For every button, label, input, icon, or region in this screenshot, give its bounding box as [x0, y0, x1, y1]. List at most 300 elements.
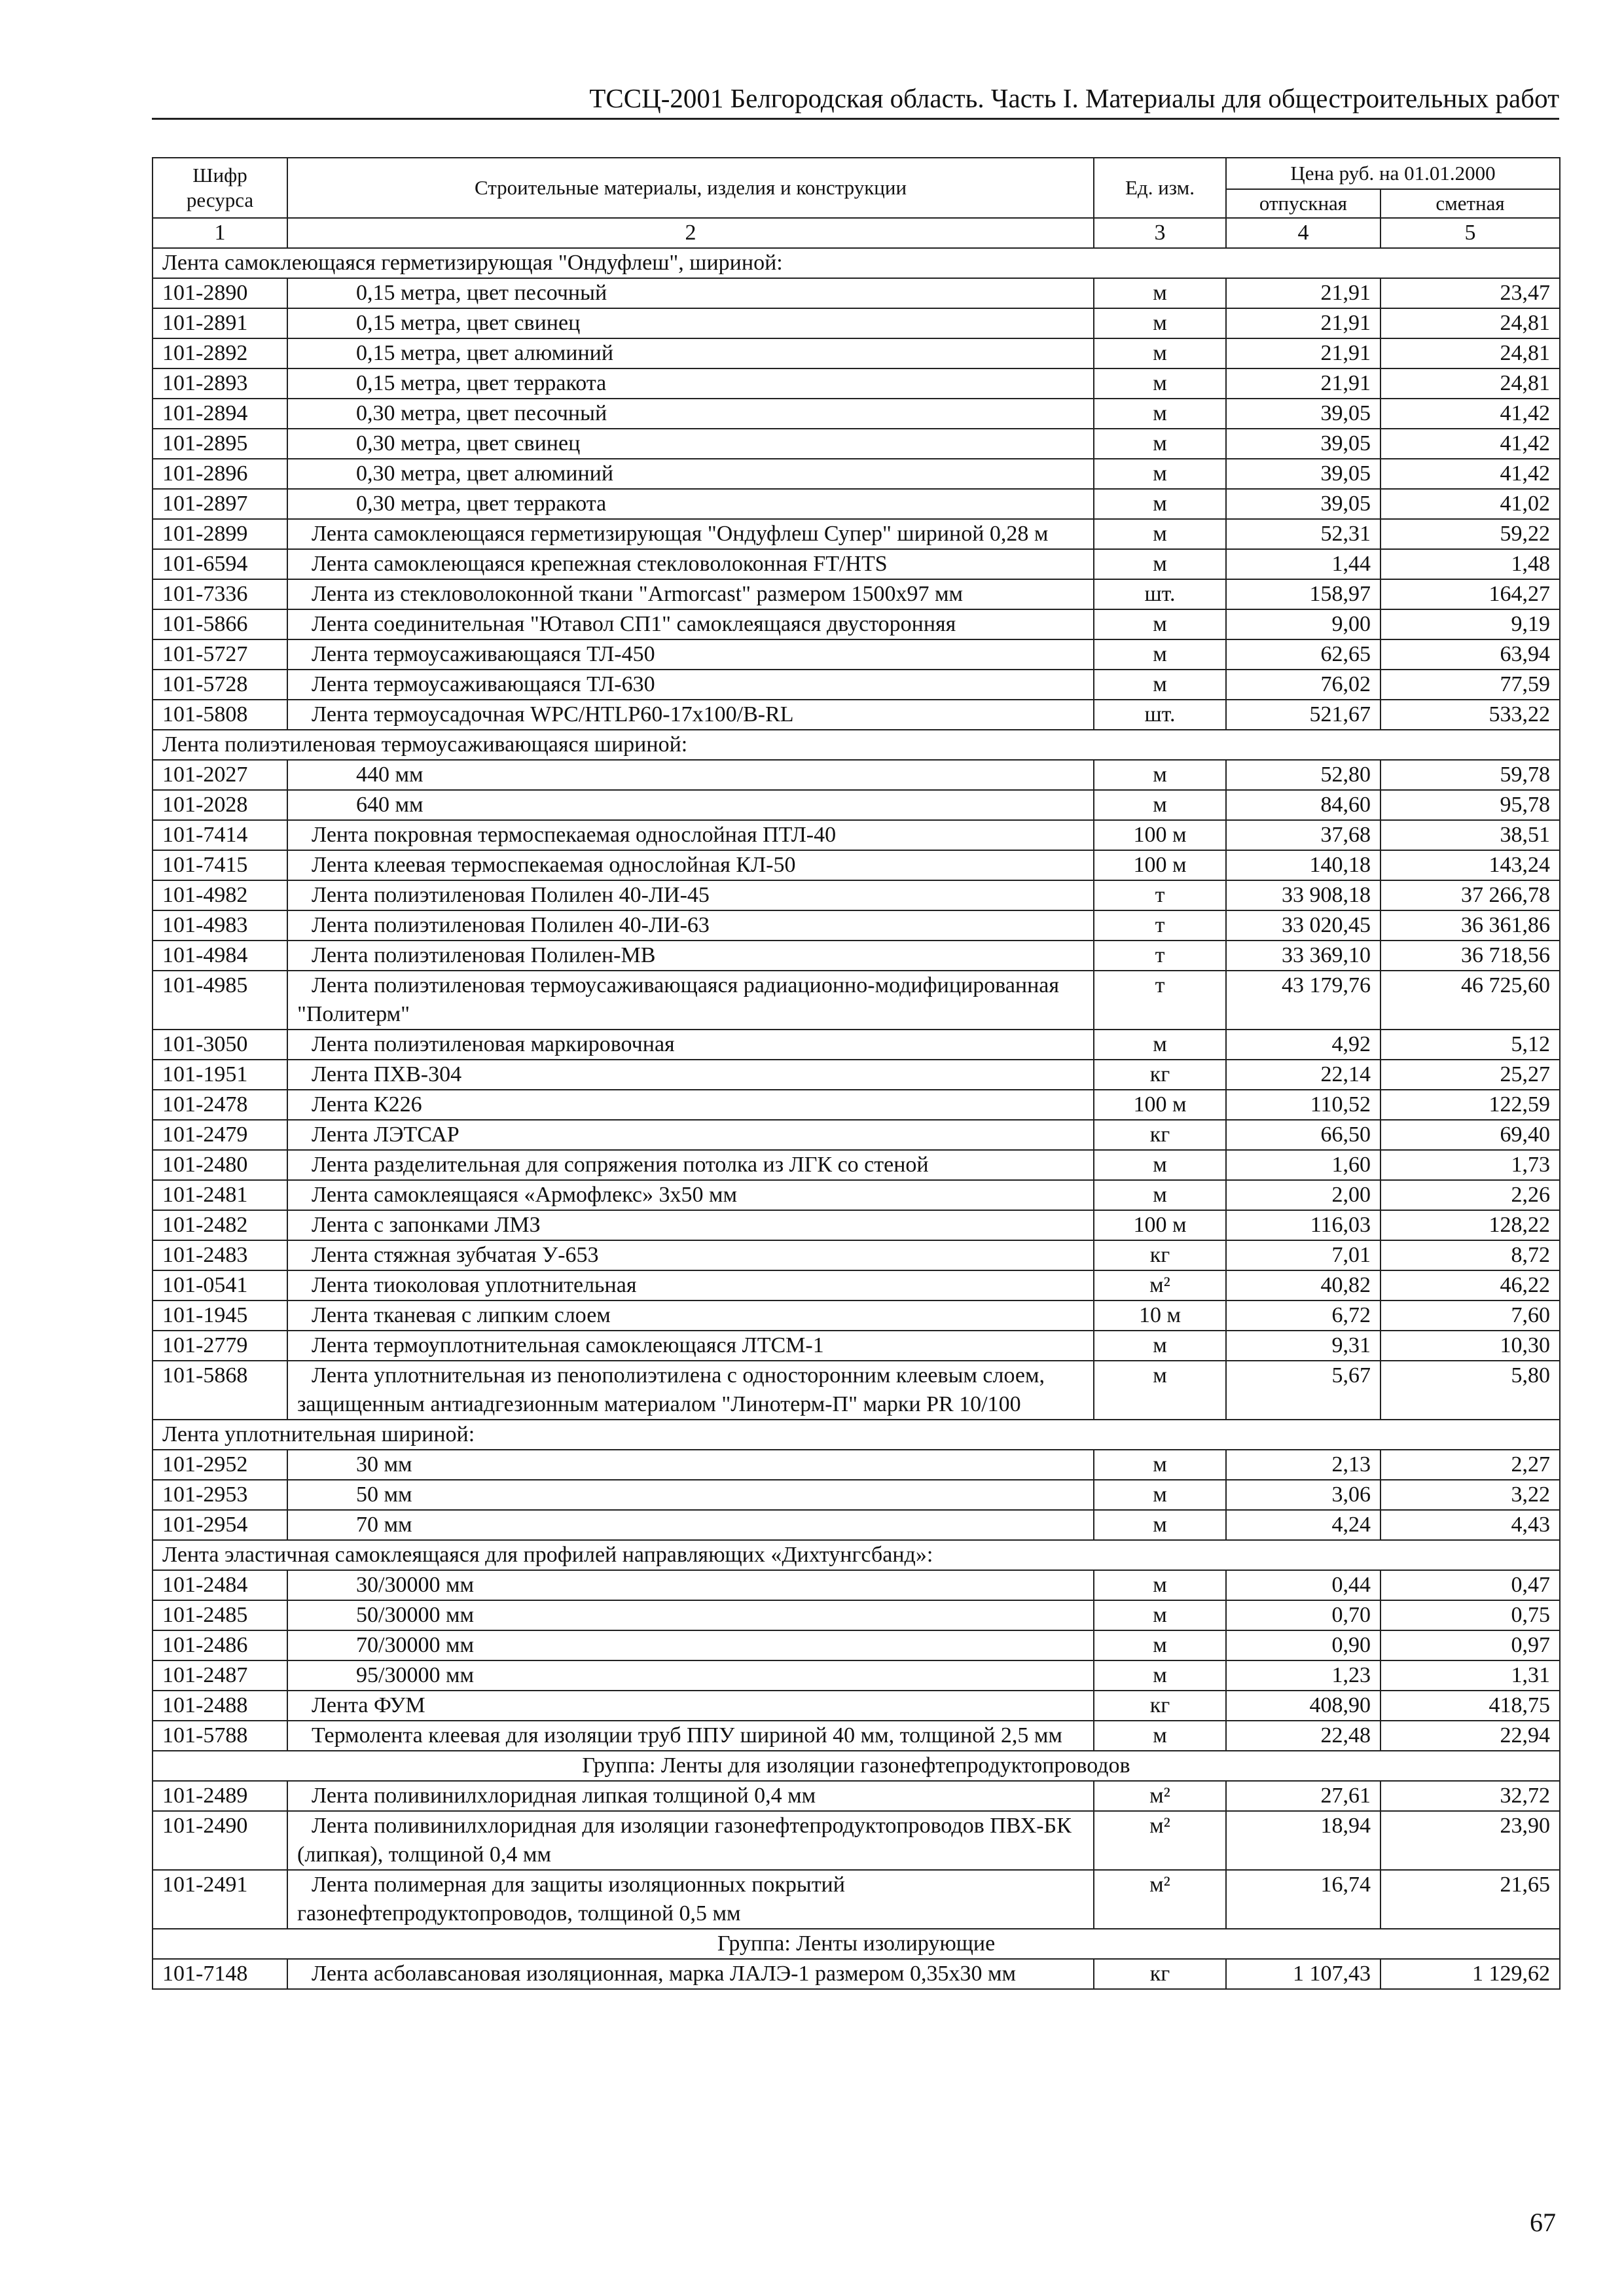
table-row	[153, 368, 1560, 399]
material-name-text: Лента тиоколовая уплотнительная	[312, 1273, 637, 1297]
estimate-price: 41,42	[1380, 459, 1560, 489]
resource-code: 101-0541	[153, 1270, 287, 1300]
estimate-price: 59,22	[1380, 519, 1560, 549]
release-price: 40,82	[1226, 1270, 1380, 1300]
material-name	[287, 1480, 1094, 1510]
material-name-text: 70 мм	[356, 1513, 412, 1537]
header-title: ТССЦ-2001 Белгородская область. Часть I. Материалы для общестроительных работ	[589, 83, 1559, 113]
estimate-price: 164,27	[1380, 579, 1560, 609]
material-name	[287, 910, 1094, 941]
resource-code: 101-4982	[153, 880, 287, 910]
material-name-text: Лента поливинилхлоридная для изоляции газонефтепродуктопроводов ПВХ-БК (липкая), толщиной 0,4 мм	[297, 1814, 1072, 1867]
release-price: 0,70	[1226, 1600, 1380, 1630]
material-name-text: 95/30000 мм	[356, 1663, 474, 1687]
unit-of-measure: м	[1094, 1030, 1226, 1060]
table-row	[153, 1721, 1560, 1751]
column-number: 1	[153, 218, 287, 248]
material-name-text: 0,15 метра, цвет терракота	[356, 371, 607, 395]
header-release-price: отпускная	[1226, 189, 1380, 218]
estimate-price: 36 361,86	[1380, 910, 1560, 941]
material-name-text: Лента самоклеющаяся герметизирующая "Ондуфлеш Супер" шириной 0,28 м	[312, 522, 1049, 546]
material-name	[287, 1300, 1094, 1331]
material-name-text: Лента поливинилхлоридная липкая толщиной 0,4 мм	[312, 1784, 816, 1808]
material-name-text: Лента термоусадочная WPC/HTLP60-17x100/B-RL	[312, 702, 794, 726]
column-number: 2	[287, 218, 1094, 248]
estimate-price: 25,27	[1380, 1060, 1560, 1090]
unit-of-measure: м	[1094, 1630, 1226, 1660]
release-price: 5,67	[1226, 1361, 1380, 1420]
header-estimate-price: сметная	[1380, 189, 1560, 218]
table-row	[153, 1270, 1560, 1300]
table-row	[153, 459, 1560, 489]
estimate-price: 1,73	[1380, 1150, 1560, 1180]
resource-code: 101-2489	[153, 1781, 287, 1811]
material-name	[287, 399, 1094, 429]
estimate-price: 5,80	[1380, 1361, 1560, 1420]
estimate-price: 24,81	[1380, 308, 1560, 338]
material-name-text: Лента термоусаживающаяся ТЛ-630	[312, 672, 655, 696]
material-name-text: Лента полиэтиленовая термоусаживающаяся радиационно-модифицированная "Политерм"	[297, 973, 1060, 1026]
unit-of-measure: м	[1094, 1721, 1226, 1751]
table-row	[153, 1210, 1560, 1240]
header-unit: Ед. изм.	[1094, 158, 1226, 218]
estimate-price: 41,02	[1380, 489, 1560, 519]
subgroup-heading: Лента уплотнительная шириной:	[153, 1420, 1560, 1450]
estimate-price: 37 266,78	[1380, 880, 1560, 910]
material-name	[287, 1180, 1094, 1210]
table-row	[153, 1450, 1560, 1480]
resource-code: 101-5808	[153, 700, 287, 730]
unit-of-measure: м	[1094, 1510, 1226, 1540]
release-price: 33 020,45	[1226, 910, 1380, 941]
resource-code: 101-2480	[153, 1150, 287, 1180]
estimate-price: 24,81	[1380, 368, 1560, 399]
estimate-price: 59,78	[1380, 760, 1560, 790]
resource-code: 101-4984	[153, 941, 287, 971]
material-name-text: Лента самоклеющаяся крепежная стекловолоконная FT/HTS	[312, 552, 888, 576]
unit-of-measure: м	[1094, 639, 1226, 670]
material-name	[287, 1240, 1094, 1270]
estimate-price: 23,47	[1380, 278, 1560, 308]
table-row	[153, 1781, 1560, 1811]
estimate-price: 3,22	[1380, 1480, 1560, 1510]
material-name-text: 0,30 метра, цвет песочный	[356, 401, 607, 425]
unit-of-measure: т	[1094, 941, 1226, 971]
table-row	[153, 1600, 1560, 1630]
unit-of-measure: 100 м	[1094, 850, 1226, 880]
unit-of-measure: шт.	[1094, 700, 1226, 730]
material-name	[287, 368, 1094, 399]
unit-of-measure: м²	[1094, 1870, 1226, 1929]
release-price: 43 179,76	[1226, 971, 1380, 1030]
resource-code: 101-7148	[153, 1959, 287, 1989]
resource-code: 101-2954	[153, 1510, 287, 1540]
release-price: 62,65	[1226, 639, 1380, 670]
table-row	[153, 489, 1560, 519]
release-price: 27,61	[1226, 1781, 1380, 1811]
table-row	[153, 579, 1560, 609]
estimate-price: 418,75	[1380, 1691, 1560, 1721]
column-number: 4	[1226, 218, 1380, 248]
release-price: 33 908,18	[1226, 880, 1380, 910]
material-name	[287, 519, 1094, 549]
material-name	[287, 459, 1094, 489]
resource-code: 101-2491	[153, 1870, 287, 1929]
material-name-text: Лента термоуплотнительная самоклеющаяся ЛТСМ-1	[312, 1333, 824, 1357]
release-price: 158,97	[1226, 579, 1380, 609]
release-price: 9,31	[1226, 1331, 1380, 1361]
release-price: 0,44	[1226, 1570, 1380, 1600]
material-name	[287, 308, 1094, 338]
estimate-price: 2,26	[1380, 1180, 1560, 1210]
resource-code: 101-4983	[153, 910, 287, 941]
table-row	[153, 1959, 1560, 1989]
material-name	[287, 1691, 1094, 1721]
estimate-price: 1,31	[1380, 1660, 1560, 1691]
material-name-text: 0,15 метра, цвет алюминий	[356, 341, 614, 365]
material-name	[287, 1450, 1094, 1480]
table-row	[153, 670, 1560, 700]
material-name	[287, 278, 1094, 308]
estimate-price: 10,30	[1380, 1331, 1560, 1361]
table-row	[153, 519, 1560, 549]
table-row	[153, 1510, 1560, 1540]
unit-of-measure: 100 м	[1094, 820, 1226, 850]
release-price: 52,31	[1226, 519, 1380, 549]
material-name	[287, 971, 1094, 1030]
release-price: 0,90	[1226, 1630, 1380, 1660]
material-name	[287, 1660, 1094, 1691]
unit-of-measure: м	[1094, 399, 1226, 429]
resource-code: 101-2952	[153, 1450, 287, 1480]
table-row	[153, 1870, 1560, 1929]
resource-code: 101-2892	[153, 338, 287, 368]
subgroup-heading: Лента полиэтиленовая термоусаживающаяся шириной:	[153, 730, 1560, 760]
table-row	[153, 338, 1560, 368]
material-name	[287, 1630, 1094, 1660]
material-name	[287, 1120, 1094, 1150]
table-row	[153, 971, 1560, 1030]
estimate-price: 8,72	[1380, 1240, 1560, 1270]
release-price: 7,01	[1226, 1240, 1380, 1270]
resource-code: 101-2486	[153, 1630, 287, 1660]
header-name: Строительные материалы, изделия и конструкции	[287, 158, 1094, 218]
subgroup-heading: Лента самоклеющаяся герметизирующая "Ондуфлеш", шириной:	[153, 248, 1560, 278]
resource-code: 101-5788	[153, 1721, 287, 1751]
unit-of-measure: м	[1094, 1660, 1226, 1691]
resource-code: 101-2895	[153, 429, 287, 459]
estimate-price: 0,75	[1380, 1600, 1560, 1630]
resource-code: 101-2893	[153, 368, 287, 399]
resource-code: 101-2490	[153, 1811, 287, 1870]
resource-code: 101-3050	[153, 1030, 287, 1060]
table-row	[153, 941, 1560, 971]
unit-of-measure: м	[1094, 278, 1226, 308]
resource-code: 101-6594	[153, 549, 287, 579]
release-price: 37,68	[1226, 820, 1380, 850]
release-price: 33 369,10	[1226, 941, 1380, 971]
subgroup-heading: Лента эластичная самоклеящаяся для профилей направляющих «Дихтунгсбанд»:	[153, 1540, 1560, 1570]
material-name	[287, 820, 1094, 850]
resource-code: 101-2953	[153, 1480, 287, 1510]
table-row	[153, 1300, 1560, 1331]
material-name-text: Лента термоусаживающаяся ТЛ-450	[312, 642, 655, 666]
estimate-price: 128,22	[1380, 1210, 1560, 1240]
resource-code: 101-2027	[153, 760, 287, 790]
table-row	[153, 1331, 1560, 1361]
release-price: 408,90	[1226, 1691, 1380, 1721]
material-name-text: 440 мм	[356, 762, 424, 787]
group-heading: Группа: Ленты для изоляции газонефтепродуктопроводов	[153, 1751, 1560, 1781]
resource-code: 101-2897	[153, 489, 287, 519]
material-name	[287, 1210, 1094, 1240]
unit-of-measure: т	[1094, 910, 1226, 941]
estimate-price: 22,94	[1380, 1721, 1560, 1751]
release-price: 6,72	[1226, 1300, 1380, 1331]
material-name	[287, 1721, 1094, 1751]
material-name-text: 30 мм	[356, 1452, 412, 1477]
release-price: 84,60	[1226, 790, 1380, 820]
material-name	[287, 941, 1094, 971]
material-name	[287, 1600, 1094, 1630]
release-price: 22,14	[1226, 1060, 1380, 1090]
estimate-price: 41,42	[1380, 399, 1560, 429]
table-row	[153, 850, 1560, 880]
unit-of-measure: кг	[1094, 1959, 1226, 1989]
material-name	[287, 1781, 1094, 1811]
table-row	[153, 1630, 1560, 1660]
material-name-text: Лента ПХВ-304	[312, 1062, 462, 1086]
release-price: 39,05	[1226, 459, 1380, 489]
unit-of-measure: м	[1094, 1180, 1226, 1210]
material-name	[287, 1331, 1094, 1361]
release-price: 76,02	[1226, 670, 1380, 700]
price-table	[152, 157, 1561, 1990]
table-row	[153, 1570, 1560, 1600]
material-name	[287, 489, 1094, 519]
unit-of-measure: м	[1094, 790, 1226, 820]
resource-code: 101-2479	[153, 1120, 287, 1150]
material-name	[287, 549, 1094, 579]
unit-of-measure: м	[1094, 459, 1226, 489]
material-name-text: 640 мм	[356, 793, 424, 817]
release-price: 116,03	[1226, 1210, 1380, 1240]
table-row	[153, 1180, 1560, 1210]
material-name	[287, 338, 1094, 368]
resource-code: 101-2485	[153, 1600, 287, 1630]
unit-of-measure: кг	[1094, 1120, 1226, 1150]
material-name	[287, 670, 1094, 700]
resource-code: 101-2481	[153, 1180, 287, 1210]
unit-of-measure: м	[1094, 1600, 1226, 1630]
resource-code: 101-7415	[153, 850, 287, 880]
material-name	[287, 1030, 1094, 1060]
table-row	[153, 1030, 1560, 1060]
unit-of-measure: м	[1094, 519, 1226, 549]
unit-of-measure: м²	[1094, 1811, 1226, 1870]
estimate-price: 122,59	[1380, 1090, 1560, 1120]
estimate-price: 36 718,56	[1380, 941, 1560, 971]
resource-code: 101-2482	[153, 1210, 287, 1240]
material-name	[287, 1811, 1094, 1870]
table-row	[153, 308, 1560, 338]
resource-code: 101-1945	[153, 1300, 287, 1331]
estimate-price: 1 129,62	[1380, 1959, 1560, 1989]
unit-of-measure: м²	[1094, 1781, 1226, 1811]
estimate-price: 77,59	[1380, 670, 1560, 700]
table-row	[153, 700, 1560, 730]
unit-of-measure: м	[1094, 609, 1226, 639]
table-row	[153, 1811, 1560, 1870]
unit-of-measure: м	[1094, 308, 1226, 338]
page-number: 67	[1530, 2208, 1556, 2237]
material-name	[287, 790, 1094, 820]
release-price: 21,91	[1226, 368, 1380, 399]
release-price: 21,91	[1226, 338, 1380, 368]
material-name-text: Лента с запонками ЛМЗ	[312, 1213, 541, 1237]
estimate-price: 2,27	[1380, 1450, 1560, 1480]
unit-of-measure: м	[1094, 368, 1226, 399]
header-code: Шифр ресурса	[153, 158, 287, 218]
release-price: 521,67	[1226, 700, 1380, 730]
resource-code: 101-2028	[153, 790, 287, 820]
resource-code: 101-7336	[153, 579, 287, 609]
release-price: 18,94	[1226, 1811, 1380, 1870]
release-price: 3,06	[1226, 1480, 1380, 1510]
material-name	[287, 1150, 1094, 1180]
estimate-price: 23,90	[1380, 1811, 1560, 1870]
material-name-text: Лента стяжная зубчатая У-653	[312, 1243, 599, 1267]
unit-of-measure: м	[1094, 549, 1226, 579]
table-row	[153, 1240, 1560, 1270]
material-name-text: 70/30000 мм	[356, 1633, 474, 1657]
material-name-text: Лента клеевая термоспекаемая однослойная КЛ-50	[312, 853, 796, 877]
table-row	[153, 790, 1560, 820]
table-row	[153, 429, 1560, 459]
unit-of-measure: м	[1094, 670, 1226, 700]
material-name-text: 50/30000 мм	[356, 1603, 474, 1627]
material-name	[287, 1510, 1094, 1540]
unit-of-measure: 100 м	[1094, 1210, 1226, 1240]
material-name-text: 0,15 метра, цвет свинец	[356, 311, 581, 335]
unit-of-measure: м	[1094, 489, 1226, 519]
resource-code: 101-2478	[153, 1090, 287, 1120]
resource-code: 101-7414	[153, 820, 287, 850]
estimate-price: 4,43	[1380, 1510, 1560, 1540]
unit-of-measure: м²	[1094, 1270, 1226, 1300]
resource-code: 101-2779	[153, 1331, 287, 1361]
table-row	[153, 1060, 1560, 1090]
unit-of-measure: м	[1094, 1480, 1226, 1510]
unit-of-measure: кг	[1094, 1060, 1226, 1090]
unit-of-measure: м	[1094, 1570, 1226, 1600]
unit-of-measure: кг	[1094, 1240, 1226, 1270]
release-price: 1,60	[1226, 1150, 1380, 1180]
unit-of-measure: м	[1094, 760, 1226, 790]
material-name-text: Лента покровная термоспекаемая однослойная ПТЛ-40	[312, 823, 837, 847]
resource-code: 101-2896	[153, 459, 287, 489]
unit-of-measure: м	[1094, 338, 1226, 368]
release-price: 22,48	[1226, 1721, 1380, 1751]
estimate-price: 7,60	[1380, 1300, 1560, 1331]
estimate-price: 38,51	[1380, 820, 1560, 850]
unit-of-measure: 100 м	[1094, 1090, 1226, 1120]
release-price: 110,52	[1226, 1090, 1380, 1120]
release-price: 39,05	[1226, 399, 1380, 429]
resource-code: 101-2488	[153, 1691, 287, 1721]
table-row	[153, 1691, 1560, 1721]
material-name	[287, 760, 1094, 790]
table-row	[153, 880, 1560, 910]
material-name-text: Лента полиэтиленовая Полилен-МВ	[312, 943, 656, 967]
resource-code: 101-4985	[153, 971, 287, 1030]
release-price: 1,44	[1226, 549, 1380, 579]
column-number: 3	[1094, 218, 1226, 248]
estimate-price: 533,22	[1380, 700, 1560, 730]
material-name	[287, 1959, 1094, 1989]
resource-code: 101-2483	[153, 1240, 287, 1270]
release-price: 52,80	[1226, 760, 1380, 790]
resource-code: 101-5728	[153, 670, 287, 700]
resource-code: 101-1951	[153, 1060, 287, 1090]
estimate-price: 1,48	[1380, 549, 1560, 579]
material-name-text: Лента ФУМ	[312, 1693, 425, 1717]
material-name-text: Лента полимерная для защиты изоляционных покрытий газонефтепродуктопроводов, толщиной 0,5 мм	[297, 1873, 845, 1926]
resource-code: 101-2891	[153, 308, 287, 338]
material-name-text: 50 мм	[356, 1482, 412, 1507]
material-name	[287, 579, 1094, 609]
table-row	[153, 760, 1560, 790]
material-name	[287, 1361, 1094, 1420]
material-name	[287, 700, 1094, 730]
material-name-text: 0,30 метра, цвет свинец	[356, 431, 581, 456]
material-name-text: Лента асболавсановая изоляционная, марка ЛАЛЭ-1 размером 0,35х30 мм	[312, 1962, 1017, 1986]
material-name	[287, 1270, 1094, 1300]
release-price: 21,91	[1226, 308, 1380, 338]
release-price: 140,18	[1226, 850, 1380, 880]
material-name	[287, 1060, 1094, 1090]
table-row	[153, 910, 1560, 941]
table-row	[153, 639, 1560, 670]
material-name	[287, 880, 1094, 910]
resource-code: 101-2899	[153, 519, 287, 549]
estimate-price: 32,72	[1380, 1781, 1560, 1811]
estimate-price: 9,19	[1380, 609, 1560, 639]
resource-code: 101-2484	[153, 1570, 287, 1600]
resource-code: 101-5727	[153, 639, 287, 670]
page-header	[152, 84, 1559, 120]
table-row	[153, 1120, 1560, 1150]
material-name-text: Лента из стекловолоконной ткани "Armorcast" размером 1500х97 мм	[312, 582, 963, 606]
release-price: 2,13	[1226, 1450, 1380, 1480]
resource-code: 101-5868	[153, 1361, 287, 1420]
material-name-text: Лента тканевая с липким слоем	[312, 1303, 611, 1327]
material-name	[287, 1570, 1094, 1600]
unit-of-measure: 10 м	[1094, 1300, 1226, 1331]
material-name-text: 0,30 метра, цвет алюминий	[356, 461, 614, 486]
table-row	[153, 1150, 1560, 1180]
estimate-price: 5,12	[1380, 1030, 1560, 1060]
material-name-text: Лента К226	[312, 1092, 422, 1117]
release-price: 4,24	[1226, 1510, 1380, 1540]
estimate-price: 95,78	[1380, 790, 1560, 820]
release-price: 1 107,43	[1226, 1959, 1380, 1989]
header-price: Цена руб. на 01.01.2000	[1226, 158, 1560, 189]
estimate-price: 0,47	[1380, 1570, 1560, 1600]
estimate-price: 143,24	[1380, 850, 1560, 880]
material-name	[287, 850, 1094, 880]
release-price: 21,91	[1226, 278, 1380, 308]
